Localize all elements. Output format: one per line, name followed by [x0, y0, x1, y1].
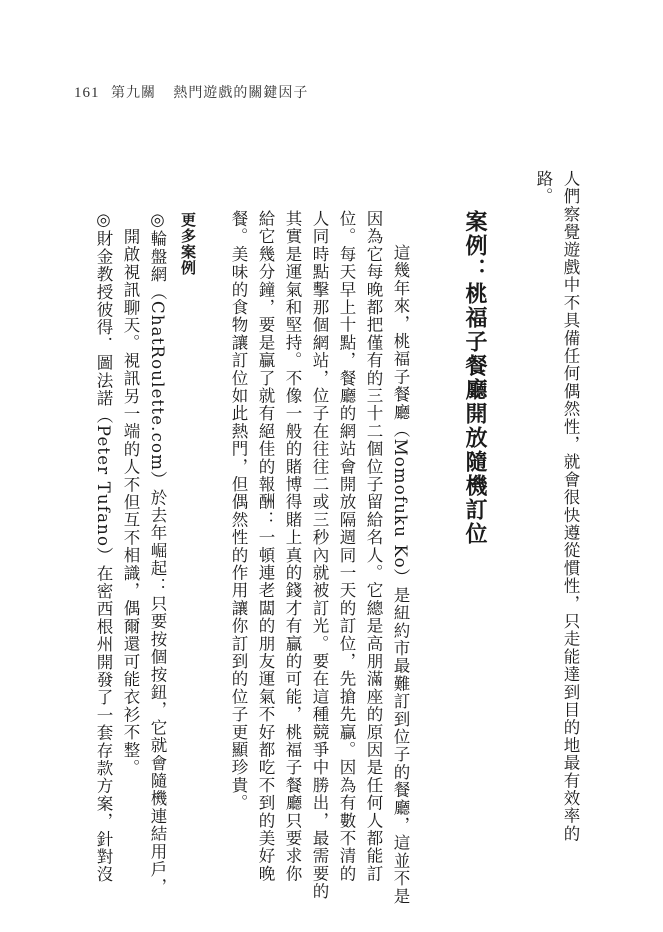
text-line: 這幾年來，桃福子餐廳（Momofuku Ko）是紐約市最難訂到位子的餐廳，這並不是 [391, 244, 410, 906]
text-line: 人同時點擊那個網站，位子在往往二或三秒內就被訂光。要在這種競爭中勝出，最需要的 [310, 210, 329, 901]
text-line: 路。 [534, 170, 553, 206]
text-line: 人們察覺遊戲中不具備任何偶然性，就會很快遵從慣性，只走能達到目的地最有效率的 [561, 170, 580, 843]
text-line: 給它幾分鐘，要是贏了就有絕佳的報酬：一頓連老闆的朋友運氣不好都吃不到的美好晚 [256, 210, 275, 883]
list-item: ◎輪盤網（ChatRoulette.com）於去年崛起：只要按個按鈕，它就會隨機連結用戶， [148, 210, 167, 896]
chapter-label: 第九關 [110, 85, 156, 101]
more-cases-list [90, 210, 171, 896]
case-heading: 案例：桃福子餐廳開放隨機訂位 [462, 210, 487, 546]
list-item-continuation: 開啟視訊聊天。視訊另一端的人不但互不相識，偶爾還可能衣衫不整。 [121, 228, 140, 777]
chapter-title: 熱門遊戲的關鍵因子 [173, 85, 309, 101]
text-line: 其實是運氣和堅持。不像一般的賭博得賭上真的錢才有贏的可能，桃福子餐廳只要求你 [283, 210, 302, 883]
running-header [74, 82, 308, 102]
more-cases-heading: 更多案例 [179, 212, 197, 276]
case-paragraph [225, 210, 414, 905]
text-line: 位。每天早上十點，餐廳的網站會開放隔週同一天的訂位，先搶先贏。因為有數不清的 [337, 210, 356, 883]
text-line: 因為它每晚都把僅有的三十二個位子留給名人。它總是高朋滿座的原因是任何人都能訂 [364, 210, 383, 883]
text-line: 餐。美味的食物讓訂位如此熱門，但偶然性的作用讓你訂到的位子更顯珍貴。 [229, 210, 248, 812]
list-item: ◎財金教授彼得．圖法諾（Peter Tufano）在密西根州開發了一套存款方案，針對沒 [94, 210, 113, 884]
page-number: 161 [74, 85, 100, 101]
intro-paragraph [530, 170, 584, 843]
